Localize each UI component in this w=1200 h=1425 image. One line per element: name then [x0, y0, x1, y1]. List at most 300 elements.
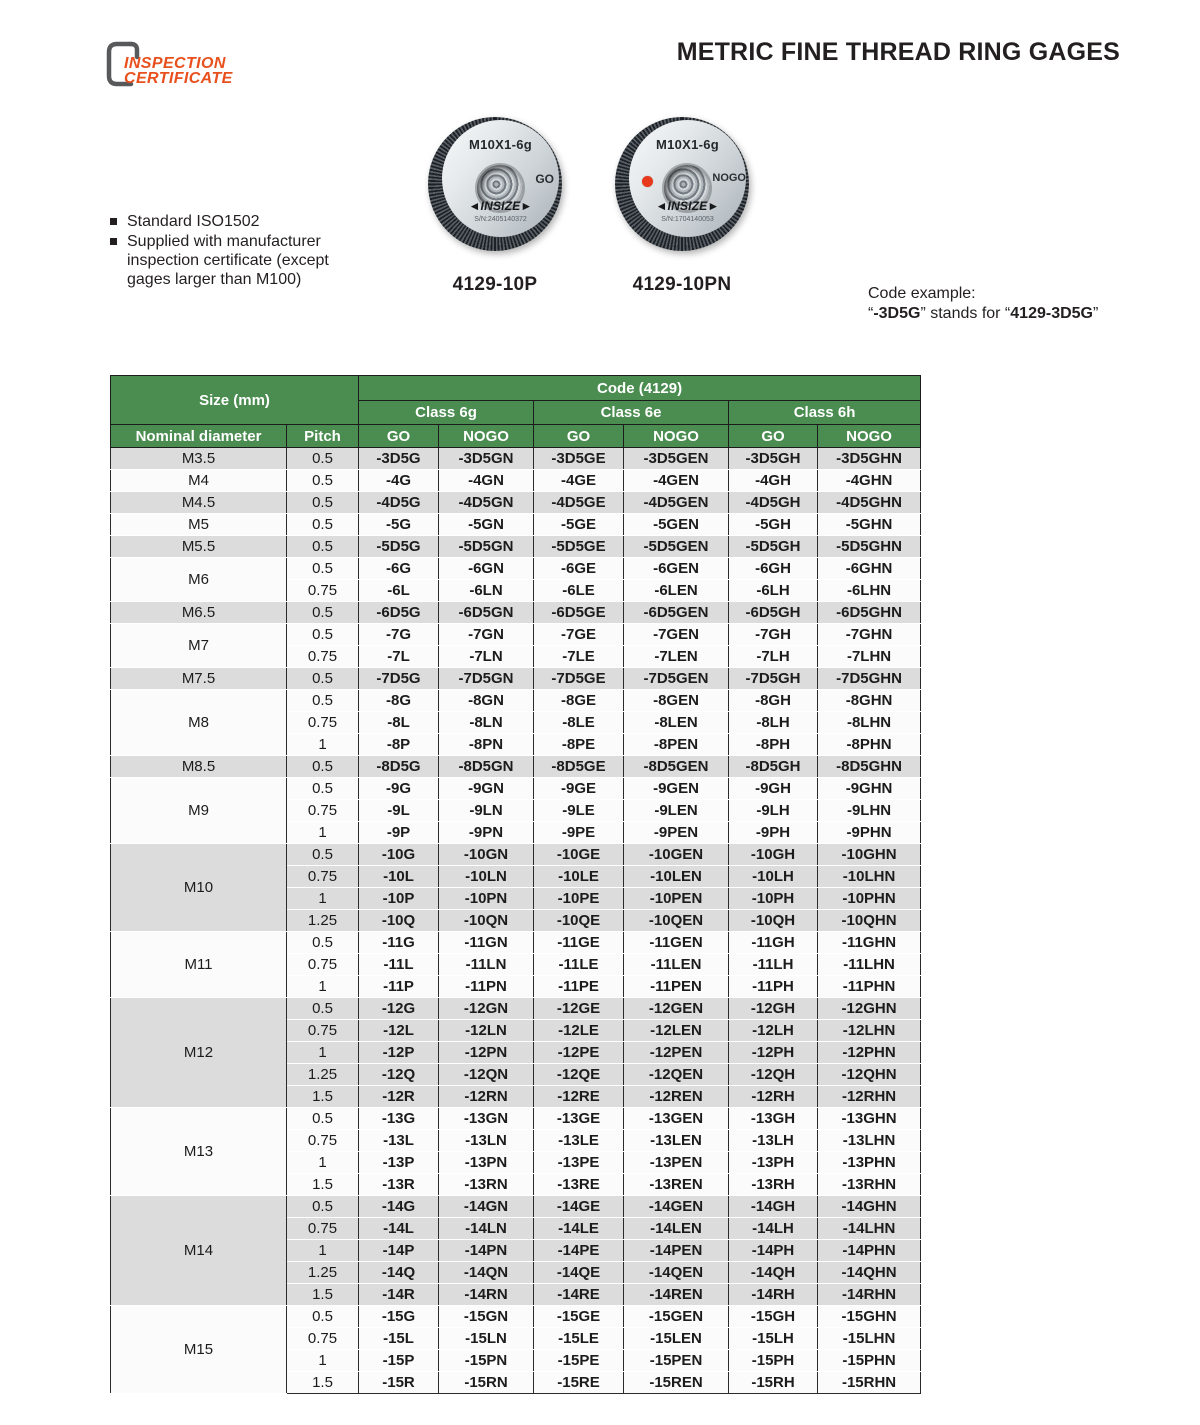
order-code-cell: -14REN	[624, 1284, 729, 1306]
order-code-cell: -10PN	[439, 888, 534, 910]
order-code-cell: -6LN	[439, 580, 534, 602]
order-code-cell: -7D5GEN	[624, 668, 729, 690]
order-code-cell: -15LH	[729, 1328, 818, 1350]
nogo-header-6g: NOGO	[439, 425, 534, 448]
bullet-item	[110, 212, 348, 231]
order-code-cell: -13G	[359, 1108, 439, 1130]
nominal-diameter-cell: M6.5	[111, 602, 287, 624]
code-example-line: “-3D5G” stands for “4129-3D5G”	[868, 305, 1099, 322]
pitch-cell: 1.25	[287, 1262, 359, 1284]
order-code-cell: -8LEN	[624, 712, 729, 734]
pitch-header: Pitch	[287, 425, 359, 448]
gage-caption-go: 4129-10P	[452, 274, 538, 295]
order-code-cell: -15L	[359, 1328, 439, 1350]
order-code-cell: -5GEN	[624, 514, 729, 536]
order-code-cell: -8G	[359, 690, 439, 712]
order-code-cell: -13RHN	[818, 1174, 921, 1196]
nominal-diameter-cell: M3.5	[111, 448, 287, 470]
order-code-cell: -4G	[359, 470, 439, 492]
order-code-cell: -9LHN	[818, 800, 921, 822]
order-code-cell: -13GN	[439, 1108, 534, 1130]
order-code-cell: -12RHN	[818, 1086, 921, 1108]
pitch-cell: 0.75	[287, 646, 359, 668]
order-code-cell: -15R	[359, 1372, 439, 1394]
order-code-cell: -7LEN	[624, 646, 729, 668]
order-code-cell: -8D5GE	[534, 756, 624, 778]
order-code-cell: -15RH	[729, 1372, 818, 1394]
order-code-cell: -4D5GEN	[624, 492, 729, 514]
order-code-cell: -15GE	[534, 1306, 624, 1328]
order-code-cell: -11GH	[729, 932, 818, 954]
nominal-diameter-cell: M8.5	[111, 756, 287, 778]
pitch-cell: 0.5	[287, 1196, 359, 1218]
order-code-cell: -6LHN	[818, 580, 921, 602]
order-code-cell: -6L	[359, 580, 439, 602]
order-code-cell: -14PE	[534, 1240, 624, 1262]
table-row	[111, 778, 921, 800]
table-row	[111, 558, 921, 580]
order-code-cell: -10LN	[439, 866, 534, 888]
nominal-diameter-cell: M7.5	[111, 668, 287, 690]
order-code-cell: -3D5G	[359, 448, 439, 470]
order-code-cell: -7LE	[534, 646, 624, 668]
order-code-cell: -13GH	[729, 1108, 818, 1130]
nominal-diameter-cell: M4	[111, 470, 287, 492]
order-code-cell: -3D5GEN	[624, 448, 729, 470]
pitch-cell: 1	[287, 976, 359, 998]
order-code-cell: -14QEN	[624, 1262, 729, 1284]
pitch-cell: 0.75	[287, 580, 359, 602]
order-code-cell: -12GE	[534, 998, 624, 1020]
order-code-cell: -8LHN	[818, 712, 921, 734]
order-code-cell: -15PE	[534, 1350, 624, 1372]
order-code-cell: -14QH	[729, 1262, 818, 1284]
order-code-cell: -15LE	[534, 1328, 624, 1350]
order-code-cell: -12LEN	[624, 1020, 729, 1042]
order-code-cell: -9LE	[534, 800, 624, 822]
order-code-cell: -9GE	[534, 778, 624, 800]
table-header-row-1	[111, 376, 921, 401]
table-row	[111, 690, 921, 712]
order-code-cell: -10L	[359, 866, 439, 888]
order-code-cell: -10GN	[439, 844, 534, 866]
order-code-cell: -7GH	[729, 624, 818, 646]
pitch-cell: 1.25	[287, 910, 359, 932]
table-body	[111, 448, 921, 1394]
order-code-cell: -13LEN	[624, 1130, 729, 1152]
order-code-cell: -14PH	[729, 1240, 818, 1262]
order-code-cell: -8LN	[439, 712, 534, 734]
order-code-cell: -11LN	[439, 954, 534, 976]
order-code-cell: -13RN	[439, 1174, 534, 1196]
order-code-cell: -9PN	[439, 822, 534, 844]
order-code-cell: -6GEN	[624, 558, 729, 580]
logo-line-2: CERTIFICATE	[124, 70, 233, 87]
order-code-cell: -12PHN	[818, 1042, 921, 1064]
order-code-cell: -12GHN	[818, 998, 921, 1020]
order-code-cell: -15LHN	[818, 1328, 921, 1350]
pitch-cell: 0.75	[287, 1218, 359, 1240]
order-code-cell: -13LN	[439, 1130, 534, 1152]
order-code-cell: -7D5G	[359, 668, 439, 690]
order-code-cell: -8L	[359, 712, 439, 734]
pitch-cell: 1	[287, 1350, 359, 1372]
order-code-cell: -10QEN	[624, 910, 729, 932]
order-code-cell: -8GN	[439, 690, 534, 712]
order-code-cell: -15RHN	[818, 1372, 921, 1394]
inspection-certificate-text	[124, 56, 233, 86]
order-code-cell: -13LE	[534, 1130, 624, 1152]
order-code-cell: -12RH	[729, 1086, 818, 1108]
order-code-cell: -11LHN	[818, 954, 921, 976]
nogo-header-6e: NOGO	[624, 425, 729, 448]
order-code-cell: -13RH	[729, 1174, 818, 1196]
order-code-cell: -6LEN	[624, 580, 729, 602]
order-code-cell: -13PHN	[818, 1152, 921, 1174]
nominal-diameter-cell: M6	[111, 558, 287, 602]
order-code-cell: -12GEN	[624, 998, 729, 1020]
order-code-cell: -11LEN	[624, 954, 729, 976]
order-code-cell: -14LHN	[818, 1218, 921, 1240]
order-code-cell: -8GEN	[624, 690, 729, 712]
pitch-cell: 0.5	[287, 998, 359, 1020]
order-code-cell: -8D5GN	[439, 756, 534, 778]
ring-gage-go	[428, 117, 562, 251]
nominal-diameter-cell: M7	[111, 624, 287, 668]
order-code-cell: -14RE	[534, 1284, 624, 1306]
order-code-cell: -6LH	[729, 580, 818, 602]
order-code-cell: -14G	[359, 1196, 439, 1218]
order-code-cell: -9L	[359, 800, 439, 822]
order-code-cell: -9P	[359, 822, 439, 844]
order-code-cell: -14PEN	[624, 1240, 729, 1262]
insize-brand-logo: ◄INSIZE►	[468, 199, 533, 213]
order-code-cell: -11GHN	[818, 932, 921, 954]
order-code-cell: -5D5GN	[439, 536, 534, 558]
order-code-cell: -10QHN	[818, 910, 921, 932]
order-code-cell: -14GE	[534, 1196, 624, 1218]
serial-number: S/N:1704140053	[661, 216, 714, 223]
order-code-cell: -8P	[359, 734, 439, 756]
class-6e-header-cell: Class 6e	[534, 401, 729, 425]
go-header-6g: GO	[359, 425, 439, 448]
square-bullet-icon	[110, 238, 117, 245]
order-code-cell: -9GHN	[818, 778, 921, 800]
pitch-cell: 0.5	[287, 624, 359, 646]
table-row	[111, 492, 921, 514]
order-code-cell: -5GN	[439, 514, 534, 536]
order-code-cell: -10PEN	[624, 888, 729, 910]
order-code-cell: -7LHN	[818, 646, 921, 668]
order-code-cell: -13GE	[534, 1108, 624, 1130]
pitch-cell: 1	[287, 734, 359, 756]
order-code-cell: -12RE	[534, 1086, 624, 1108]
pitch-cell: 1	[287, 1042, 359, 1064]
table-row	[111, 536, 921, 558]
pitch-cell: 0.5	[287, 756, 359, 778]
order-code-cell: -7D5GN	[439, 668, 534, 690]
order-code-cell: -10QE	[534, 910, 624, 932]
go-header-6h: GO	[729, 425, 818, 448]
order-code-cell: -12G	[359, 998, 439, 1020]
pitch-cell: 0.5	[287, 536, 359, 558]
pitch-cell: 0.5	[287, 470, 359, 492]
pitch-cell: 0.5	[287, 514, 359, 536]
order-code-cell: -14R	[359, 1284, 439, 1306]
order-code-cell: -13PEN	[624, 1152, 729, 1174]
feature-bullets	[110, 212, 348, 290]
ring-gage-nogo-face	[629, 120, 746, 237]
order-code-cell: -10GH	[729, 844, 818, 866]
order-code-cell: -5D5GH	[729, 536, 818, 558]
order-code-cell: -5GH	[729, 514, 818, 536]
nominal-diameter-cell: M10	[111, 844, 287, 932]
order-code-cell: -15GEN	[624, 1306, 729, 1328]
order-code-cell: -14LN	[439, 1218, 534, 1240]
pitch-cell: 0.5	[287, 602, 359, 624]
order-code-cell: -8PHN	[818, 734, 921, 756]
pitch-cell: 0.5	[287, 932, 359, 954]
go-label: GO	[535, 172, 554, 186]
order-code-cell: -6GHN	[818, 558, 921, 580]
order-code-cell: -6GH	[729, 558, 818, 580]
order-code-cell: -13LHN	[818, 1130, 921, 1152]
order-code-cell: -14GEN	[624, 1196, 729, 1218]
order-code-cell: -11PH	[729, 976, 818, 998]
pitch-cell: 1	[287, 1240, 359, 1262]
order-code-cell: -13GHN	[818, 1108, 921, 1130]
table-row	[111, 624, 921, 646]
pitch-cell: 0.75	[287, 800, 359, 822]
order-code-cell: -5D5G	[359, 536, 439, 558]
nominal-diameter-cell: M8	[111, 690, 287, 756]
order-code-cell: -9PH	[729, 822, 818, 844]
order-code-cell: -12L	[359, 1020, 439, 1042]
order-code-cell: -14L	[359, 1218, 439, 1240]
order-code-cell: -7L	[359, 646, 439, 668]
table-row	[111, 1196, 921, 1218]
pitch-cell: 1.5	[287, 1372, 359, 1394]
order-code-cell: -10LH	[729, 866, 818, 888]
order-code-cell: -11G	[359, 932, 439, 954]
order-code-cell: -10PH	[729, 888, 818, 910]
order-code-cell: -9PE	[534, 822, 624, 844]
order-code-cell: -8GH	[729, 690, 818, 712]
order-code-cell: -12LE	[534, 1020, 624, 1042]
order-code-cell: -12P	[359, 1042, 439, 1064]
order-code-cell: -13L	[359, 1130, 439, 1152]
order-code-cell: -14GH	[729, 1196, 818, 1218]
logo-line-1: INSPECTION	[124, 55, 226, 72]
order-code-cell: -14Q	[359, 1262, 439, 1284]
order-code-cell: -7LH	[729, 646, 818, 668]
order-code-cell: -7D5GE	[534, 668, 624, 690]
order-code-cell: -4D5G	[359, 492, 439, 514]
ring-gage-nogo-image	[615, 117, 749, 296]
order-code-cell: -10GE	[534, 844, 624, 866]
table-row	[111, 470, 921, 492]
table-row	[111, 932, 921, 954]
order-code-cell: -4GHN	[818, 470, 921, 492]
order-code-cell: -13REN	[624, 1174, 729, 1196]
go-header-6e: GO	[534, 425, 624, 448]
order-code-cell: -6D5GH	[729, 602, 818, 624]
order-code-cell: -10G	[359, 844, 439, 866]
bullet-item	[110, 232, 348, 289]
order-code-cell: -5D5GEN	[624, 536, 729, 558]
order-code-cell: -8PN	[439, 734, 534, 756]
code-example-full: 4129-3D5G	[1010, 305, 1093, 322]
order-code-cell: -10PHN	[818, 888, 921, 910]
order-code-cell: -8GE	[534, 690, 624, 712]
nominal-diameter-header: Nominal diameter	[111, 425, 287, 448]
nominal-diameter-cell: M5.5	[111, 536, 287, 558]
pitch-cell: 0.75	[287, 954, 359, 976]
order-code-cell: -4GE	[534, 470, 624, 492]
pitch-cell: 0.5	[287, 1306, 359, 1328]
order-code-cell: -6G	[359, 558, 439, 580]
nominal-diameter-cell: M15	[111, 1306, 287, 1394]
order-code-cell: -8PEN	[624, 734, 729, 756]
order-code-cell: -12PE	[534, 1042, 624, 1064]
bullet-text: Standard ISO1502	[127, 213, 260, 230]
order-code-cell: -5D5GHN	[818, 536, 921, 558]
order-code-cell: -13PE	[534, 1152, 624, 1174]
pitch-cell: 0.5	[287, 690, 359, 712]
thread-ring-gage-table	[110, 375, 921, 1394]
order-code-cell: -10PE	[534, 888, 624, 910]
order-code-cell: -7GN	[439, 624, 534, 646]
order-code-cell: -11GE	[534, 932, 624, 954]
order-code-cell: -11PHN	[818, 976, 921, 998]
bullet-text: Supplied with manufacturer inspection certificate (except gages larger than M100)	[127, 233, 329, 288]
order-code-cell: -10LHN	[818, 866, 921, 888]
table-header-row-3	[111, 425, 921, 448]
order-code-cell: -10QH	[729, 910, 818, 932]
order-code-cell: -11L	[359, 954, 439, 976]
class-6g-header-cell: Class 6g	[359, 401, 534, 425]
code-example-label: Code example:	[868, 285, 976, 302]
pitch-cell: 1.25	[287, 1064, 359, 1086]
order-code-cell: -11LE	[534, 954, 624, 976]
order-code-cell: -8D5GHN	[818, 756, 921, 778]
order-code-cell: -14QE	[534, 1262, 624, 1284]
pitch-cell: 0.75	[287, 866, 359, 888]
order-code-cell: -14QHN	[818, 1262, 921, 1284]
order-code-cell: -14PN	[439, 1240, 534, 1262]
pitch-cell: 0.5	[287, 778, 359, 800]
order-code-cell: -8D5GH	[729, 756, 818, 778]
order-code-cell: -13R	[359, 1174, 439, 1196]
order-code-cell: -9GN	[439, 778, 534, 800]
pitch-cell: 0.5	[287, 558, 359, 580]
order-code-cell: -15P	[359, 1350, 439, 1372]
order-code-cell: -15LN	[439, 1328, 534, 1350]
order-code-cell: -12LHN	[818, 1020, 921, 1042]
order-code-cell: -14GHN	[818, 1196, 921, 1218]
table-row	[111, 756, 921, 778]
pitch-cell: 1	[287, 888, 359, 910]
order-code-cell: -15RE	[534, 1372, 624, 1394]
order-code-cell: -10LE	[534, 866, 624, 888]
order-code-cell: -12PH	[729, 1042, 818, 1064]
order-code-cell: -13GEN	[624, 1108, 729, 1130]
order-code-cell: -8PH	[729, 734, 818, 756]
order-code-cell: -15G	[359, 1306, 439, 1328]
order-code-cell: -6GE	[534, 558, 624, 580]
order-code-cell: -12RN	[439, 1086, 534, 1108]
order-code-cell: -9GEN	[624, 778, 729, 800]
ring-gage-nogo	[615, 117, 749, 251]
order-code-cell: -12QHN	[818, 1064, 921, 1086]
order-code-cell: -8LH	[729, 712, 818, 734]
order-code-cell: -7GHN	[818, 624, 921, 646]
order-code-cell: -5D5GE	[534, 536, 624, 558]
pitch-cell: 0.5	[287, 492, 359, 514]
order-code-cell: -9LEN	[624, 800, 729, 822]
order-code-cell: -13RE	[534, 1174, 624, 1196]
order-code-cell: -12LN	[439, 1020, 534, 1042]
order-code-cell: -10LEN	[624, 866, 729, 888]
pitch-cell: 0.5	[287, 1108, 359, 1130]
pitch-cell: 0.75	[287, 712, 359, 734]
order-code-cell: -4D5GHN	[818, 492, 921, 514]
order-code-cell: -4D5GE	[534, 492, 624, 514]
ring-gage-go-image	[428, 117, 562, 296]
nominal-diameter-cell: M14	[111, 1196, 287, 1306]
pitch-cell: 1.5	[287, 1086, 359, 1108]
order-code-cell: -14RN	[439, 1284, 534, 1306]
square-bullet-icon	[110, 218, 117, 225]
pitch-cell: 0.75	[287, 1328, 359, 1350]
order-code-cell: -15PHN	[818, 1350, 921, 1372]
order-code-cell: -7LN	[439, 646, 534, 668]
pitch-cell: 1.5	[287, 1174, 359, 1196]
page-title: METRIC FINE THREAD RING GAGES	[676, 38, 1120, 66]
order-code-cell: -15PH	[729, 1350, 818, 1372]
order-code-cell: -11P	[359, 976, 439, 998]
order-code-cell: -9PHN	[818, 822, 921, 844]
order-code-cell: -15PEN	[624, 1350, 729, 1372]
pitch-cell: 1.5	[287, 1284, 359, 1306]
order-code-cell: -12GN	[439, 998, 534, 1020]
order-code-cell: -6D5GE	[534, 602, 624, 624]
order-code-cell: -9PEN	[624, 822, 729, 844]
nogo-red-dot	[642, 176, 653, 187]
table-row	[111, 1306, 921, 1328]
nogo-header-6h: NOGO	[818, 425, 921, 448]
order-code-cell: -14LEN	[624, 1218, 729, 1240]
order-code-cell: -12LH	[729, 1020, 818, 1042]
order-code-cell: -12QEN	[624, 1064, 729, 1086]
table-row	[111, 1108, 921, 1130]
order-code-cell: -9GH	[729, 778, 818, 800]
order-code-cell: -4GH	[729, 470, 818, 492]
insize-brand-logo: ◄INSIZE►	[655, 199, 720, 213]
order-code-cell: -4GN	[439, 470, 534, 492]
table-row	[111, 998, 921, 1020]
order-code-cell: -7D5GH	[729, 668, 818, 690]
order-code-cell: -5GHN	[818, 514, 921, 536]
order-code-cell: -8D5G	[359, 756, 439, 778]
order-code-cell: -3D5GE	[534, 448, 624, 470]
order-code-cell: -6D5GEN	[624, 602, 729, 624]
order-code-cell: -7G	[359, 624, 439, 646]
order-code-cell: -12QH	[729, 1064, 818, 1086]
order-code-cell: -3D5GH	[729, 448, 818, 470]
pitch-cell: 0.5	[287, 448, 359, 470]
table-row	[111, 668, 921, 690]
